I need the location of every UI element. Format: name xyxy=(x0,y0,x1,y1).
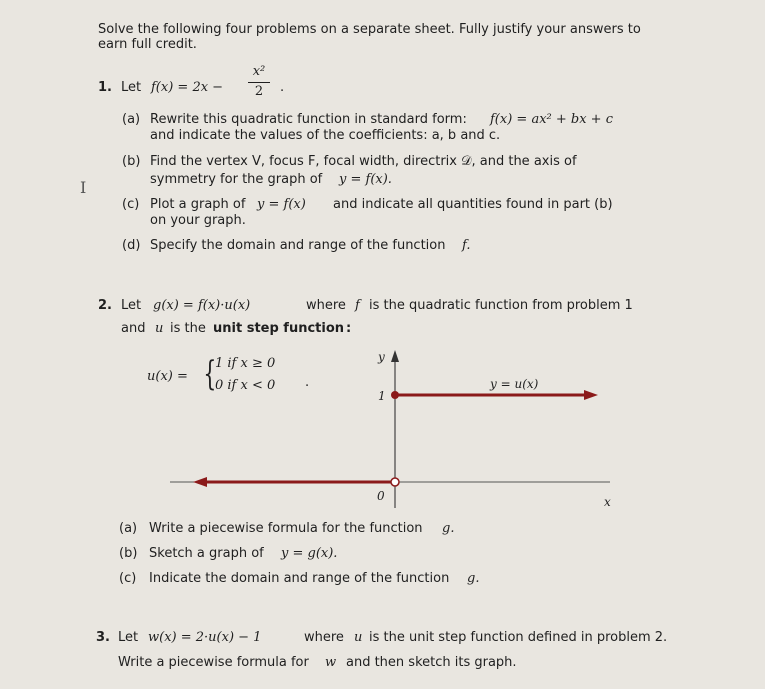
problem-2a-text: Write a piecewise formula for the function xyxy=(149,521,423,536)
fraction-numerator: x² xyxy=(252,64,266,79)
problem-3-u-symbol: u xyxy=(354,630,363,645)
problem-1b-text-2: symmetry for the graph of xyxy=(150,172,323,187)
problem-2a-label: (a) xyxy=(119,521,138,536)
problem-1d-label: (d) xyxy=(122,238,141,253)
zero-tick-label: 0 xyxy=(377,489,385,503)
problem-1a-label: (a) xyxy=(122,112,141,127)
problem-3-text: is the unit step function defined in problem 2. xyxy=(369,630,668,645)
problem-2b-label: (b) xyxy=(119,546,138,561)
problem-2-text: is the quadratic function from problem 1 xyxy=(369,298,633,313)
problem-1c-text-2: and indicate all quantities found in part (b) xyxy=(333,197,613,212)
problem-2-g-formula: g(x) = f(x)·u(x) xyxy=(153,298,251,313)
u-case-1: 1 if x ≥ 0 xyxy=(215,356,276,371)
u-case-2: 0 if x < 0 xyxy=(215,378,276,393)
u-right-arrow xyxy=(584,390,598,400)
problem-1a-formula: f(x) = ax² + bx + c xyxy=(490,112,613,127)
problem-3-w-formula: w(x) = 2·u(x) − 1 xyxy=(148,630,262,645)
problem-2-unit-step: unit step function xyxy=(213,321,345,336)
one-tick-label: 1 xyxy=(378,389,386,403)
y-axis-arrow xyxy=(391,350,399,362)
fraction-denominator: 2 xyxy=(254,84,264,99)
u-left-arrow xyxy=(193,477,207,487)
problem-1a-text: Rewrite this quadratic function in standard form: xyxy=(150,112,467,127)
problem-2-lead: Let xyxy=(121,298,142,313)
problem-2c-label: (c) xyxy=(119,571,137,586)
problem-2-is-the: is the xyxy=(170,321,206,336)
problem-1d-func: f. xyxy=(462,238,471,253)
problem-2-colon: : xyxy=(346,321,352,336)
problem-1c-text: Plot a graph of xyxy=(150,197,246,212)
problem-1-period: . xyxy=(280,80,285,95)
problem-3-line-2a: Write a piecewise formula for xyxy=(118,655,309,670)
closed-circle-one xyxy=(391,391,399,399)
problem-3-line-2b: and then sketch its graph. xyxy=(346,655,517,670)
intro-line-2: earn full credit. xyxy=(98,37,197,52)
problem-2-where: where xyxy=(306,298,346,313)
problem-1-number: 1. xyxy=(98,80,112,95)
problem-1d-text: Specify the domain and range of the function xyxy=(150,238,446,253)
open-circle-origin xyxy=(391,478,399,486)
piecewise-brace: { xyxy=(203,354,217,394)
curve-label: y = u(x) xyxy=(490,377,539,391)
intro-line-1: Solve the following four problems on a separate sheet. Fully justify your answers to xyxy=(98,22,641,37)
problem-3-w-symbol: w xyxy=(325,655,337,670)
x-axis-label: x xyxy=(604,495,611,509)
problem-1c-formula: y = f(x) xyxy=(257,197,306,212)
problem-3-lead: Let xyxy=(118,630,139,645)
u-definition-lhs: u(x) = xyxy=(147,369,188,384)
problem-1c-text-3: on your graph. xyxy=(150,213,246,228)
problem-2b-formula: y = g(x). xyxy=(281,546,338,561)
problem-1a-text-2: and indicate the values of the coefficients: a, b and c. xyxy=(150,128,501,143)
problem-1b-text: Find the vertex V, focus F, focal width, directrix 𝒟, and the axis of xyxy=(150,154,577,169)
problem-2c-symbol: g. xyxy=(467,571,480,586)
problem-1b-label: (b) xyxy=(122,154,141,169)
problem-1c-label: (c) xyxy=(122,197,140,212)
problem-2-number: 2. xyxy=(98,298,112,313)
y-axis-label: y xyxy=(378,350,385,364)
problem-3-number: 3. xyxy=(96,630,110,645)
problem-2a-symbol: g. xyxy=(442,521,455,536)
problem-1b-formula: y = f(x). xyxy=(339,172,392,187)
problem-3-where: where xyxy=(304,630,344,645)
problem-1-function: f(x) = 2x − xyxy=(151,80,224,95)
u-case-period: . xyxy=(305,375,310,390)
problem-2c-text: Indicate the domain and range of the function xyxy=(149,571,450,586)
problem-2-u-symbol: u xyxy=(155,321,164,336)
problem-2b-text: Sketch a graph of xyxy=(149,546,264,561)
text-cursor-icon: I xyxy=(80,178,87,197)
problem-1-lead: Let xyxy=(121,80,142,95)
problem-2-f-symbol: f xyxy=(355,298,360,313)
problem-2-and: and xyxy=(121,321,146,336)
